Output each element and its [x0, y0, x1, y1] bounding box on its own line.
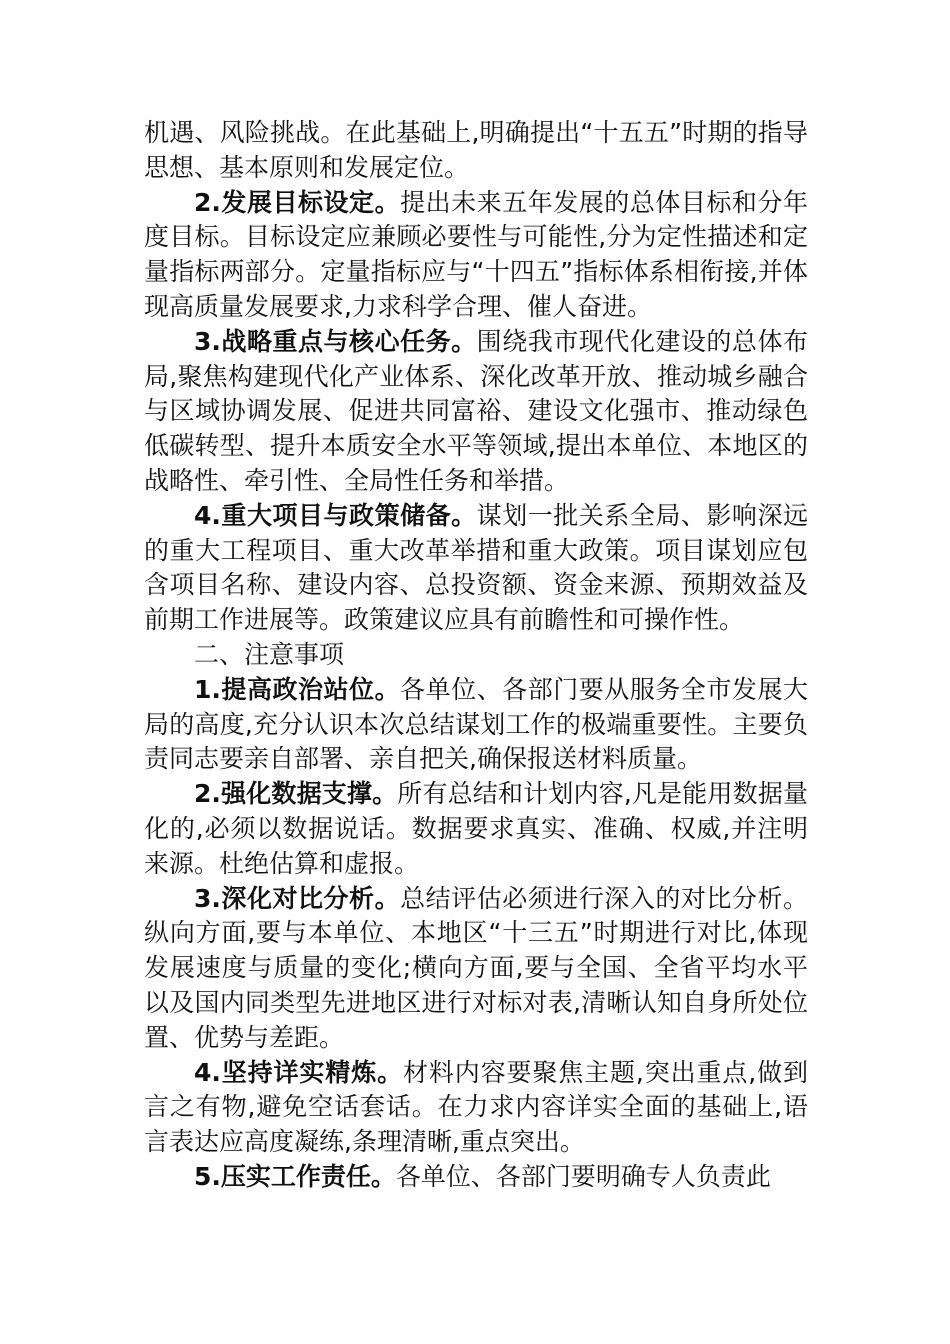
- document-body: [144, 116, 808, 1195]
- paragraph-heading: 2.发展目标设定。: [194, 187, 401, 217]
- paragraph-continuation: [144, 116, 808, 186]
- paragraph-comparative-analysis: [144, 882, 808, 1056]
- paragraph-text: 总结评估必须进行深入的对比分析。纵向方面,要与本单位、本地区“十三五”时期进行对比,体现发展速度与质量的变化;横向方面,要与全国、全省平均水平以及国内同类型先进地区进行对标对表,清晰认知自身所处位置、优势与差距。: [144, 883, 808, 1052]
- paragraph-heading: 4.重大项目与政策储备。: [194, 500, 477, 530]
- paragraph-heading: 2.强化数据支撑。: [194, 779, 398, 809]
- paragraph-strategic-focus: [144, 325, 808, 499]
- paragraph-heading: 5.压实工作责任。: [194, 1161, 396, 1191]
- paragraph-responsibility: [144, 1160, 808, 1195]
- paragraph-detail-concise: [144, 1056, 808, 1160]
- paragraph-text: 所有总结和计划内容,凡是能用数据量化的,必须以数据说话。数据要求真实、准确、权威,并注明来源。杜绝估算和虚报。: [144, 779, 808, 878]
- paragraph-major-projects: [144, 499, 808, 638]
- paragraph-text: 提出未来五年发展的总体目标和分年度目标。目标设定应兼顾必要性与可能性,分为定性描述和定量指标两部分。定量指标应与“十四五”指标体系相衔接,并体现高质量发展要求,力求科学合理、催人奋进。: [144, 187, 808, 321]
- paragraph-heading: 1.提高政治站位。: [194, 674, 401, 704]
- paragraph-heading: 4.坚持详实精炼。: [194, 1057, 403, 1087]
- section-heading-text: 二、注意事项: [194, 639, 345, 669]
- paragraph-heading: 3.战略重点与核心任务。: [194, 326, 477, 356]
- paragraph-text: 各单位、各部门要明确专人负责此: [395, 1161, 771, 1191]
- paragraph-data-support: [144, 777, 808, 881]
- paragraph-text: 谋划一批关系全局、影响深远的重大工程项目、重大改革举措和重大政策。项目谋划应包含项目名称、建设内容、总投资额、资金来源、预期效益及前期工作进展等。政策建议应具有前瞻性和可操作性。: [144, 500, 808, 635]
- paragraph-goal-setting: [144, 186, 808, 325]
- section-heading-notes: [144, 638, 808, 673]
- paragraph-text: 材料内容要聚焦主题,突出重点,做到言之有物,避免空话套话。在力求内容详实全面的基础上,语言表达应高度凝练,条理清晰,重点突出。: [144, 1057, 808, 1157]
- paragraph-text: 围绕我市现代化建设的总体布局,聚焦构建现代化产业体系、深化改革开放、推动城乡融合与区域协调发展、促进共同富裕、建设文化强市、推动绿色低碳转型、提升本质安全水平等领域,提出本单位、本地区的战略性、牵引性、全局性任务和举措。: [144, 326, 808, 495]
- paragraph-text: 机遇、风险挑战。在此基础上,明确提出“十五五”时期的指导思想、基本原则和发展定位。: [144, 118, 808, 182]
- paragraph-heading: 3.深化对比分析。: [194, 883, 401, 913]
- paragraph-text: 各单位、各部门要从服务全市发展大局的高度,充分认识本次总结谋划工作的极端重要性。主要负责同志要亲自部署、亲自把关,确保报送材料质量。: [144, 674, 808, 774]
- paragraph-political-standing: [144, 673, 808, 777]
